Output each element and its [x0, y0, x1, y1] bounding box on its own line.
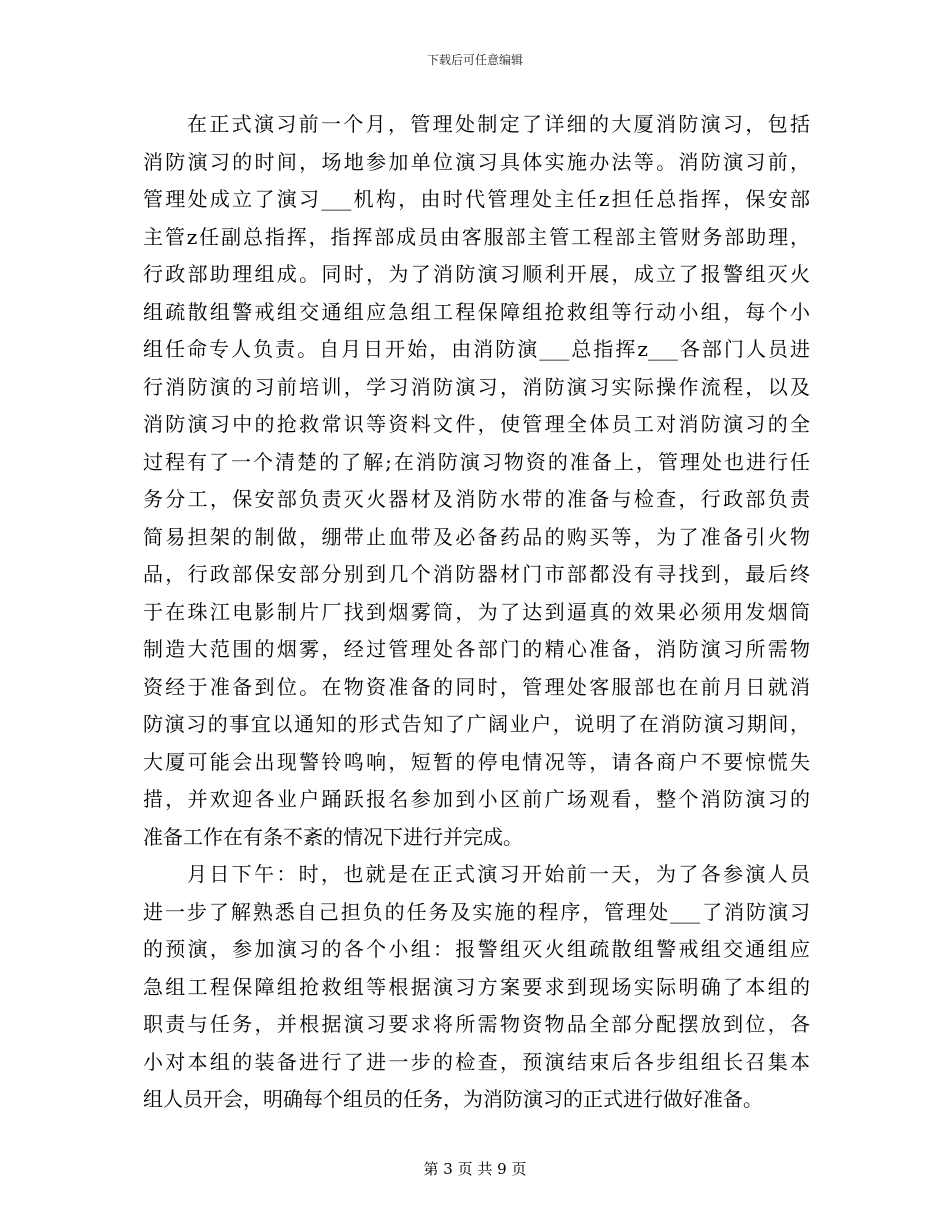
- text-line: 组人员开会，明确每个组员的任务，为消防演习的正式进行做好准备。: [143, 1087, 763, 1111]
- text-line: 行政部助理组成。同时，为了消防演习顺利开展，成立了报警组灭火: [143, 262, 810, 286]
- text-line: 准备工作在有条不紊的情况下进行并完成。: [143, 824, 523, 849]
- text-line: 管理处成立了演习___机构，由时代管理处主任z担任总指挥，保安部: [143, 187, 810, 211]
- text-line: 大厦可能会出现警铃鸣响，短暂的停电情况等，请各商户不要惊慌失: [143, 749, 810, 774]
- text-line: 务分工，保安部负责灭火器材及消防水带的准备与检查，行政部负责: [143, 487, 810, 511]
- text-line: 的预演，参加演习的各个小组：报警组灭火组疏散组警戒组交通组应: [143, 937, 810, 961]
- text-line: 防演习的事宜以通知的形式告知了广阔业户，说明了在消防演习期间，: [143, 712, 810, 736]
- text-line: 小对本组的装备进行了进一步的检查，预演结束后各步组组长召集本: [143, 1049, 810, 1074]
- text-line: 月日下午：时，也就是在正式演习开始前一天，为了各参演人员: [187, 862, 810, 886]
- paragraph-1: [143, 106, 810, 856]
- text-line: 于在珠江电影制片厂找到烟雾筒，为了达到逼真的效果必须用发烟筒: [143, 599, 810, 624]
- text-line: 简易担架的制做，绷带止血带及必备药品的购买等，为了准备引火物: [143, 524, 810, 549]
- page-header: 下载后可任意编辑: [426, 53, 523, 67]
- text-line: 消防演习的时间，场地参加单位演习具体实施办法等。消防演习前，: [143, 149, 810, 174]
- text-line: 急组工程保障组抢救组等根据演习方案要求到现场实际明确了本组的: [143, 974, 810, 999]
- text-line: 主管z任副总指挥，指挥部成员由客服部主管工程部主管财务部助理，: [143, 224, 810, 249]
- text-line: 制造大范围的烟雾，经过管理处各部门的精心准备，消防演习所需物: [143, 637, 810, 661]
- text-line: 品，行政部保安部分别到几个消防器材门市部都没有寻找到，最后终: [143, 562, 810, 586]
- text-line: 措，并欢迎各业户踊跃报名参加到小区前广场观看，整个消防演习的: [143, 787, 810, 811]
- text-line: 消防演习中的抢救常识等资料文件，使管理全体员工对消防演习的全: [143, 412, 810, 436]
- text-line: 过程有了一个清楚的了解;在消防演习物资的准备上，管理处也进行任: [143, 449, 810, 474]
- text-line: 在正式演习前一个月，管理处制定了详细的大厦消防演习，包括: [187, 112, 810, 136]
- text-line: 组任命专人负责。自月日开始，由消防演___总指挥z___各部门人员进: [143, 337, 810, 361]
- paragraph-2: [143, 856, 810, 1119]
- text-line: 行消防演的习前培训，学习消防演习，消防演习实际操作流程，以及: [143, 374, 810, 399]
- body-text: [143, 106, 810, 1119]
- page-number: 第 3 页 共 9 页: [423, 1160, 527, 1178]
- text-line: 组疏散组警戒组交通组应急组工程保障组抢救组等行动小组，每个小: [143, 299, 810, 324]
- text-line: 职责与任务，并根据演习要求将所需物资物品全部分配摆放到位，各: [143, 1012, 810, 1036]
- text-line: 进一步了解熟悉自己担负的任务及实施的程序，管理处___了消防演习: [143, 899, 810, 924]
- text-line: 资经于准备到位。在物资准备的同时，管理处客服部也在前月日就消: [143, 674, 810, 699]
